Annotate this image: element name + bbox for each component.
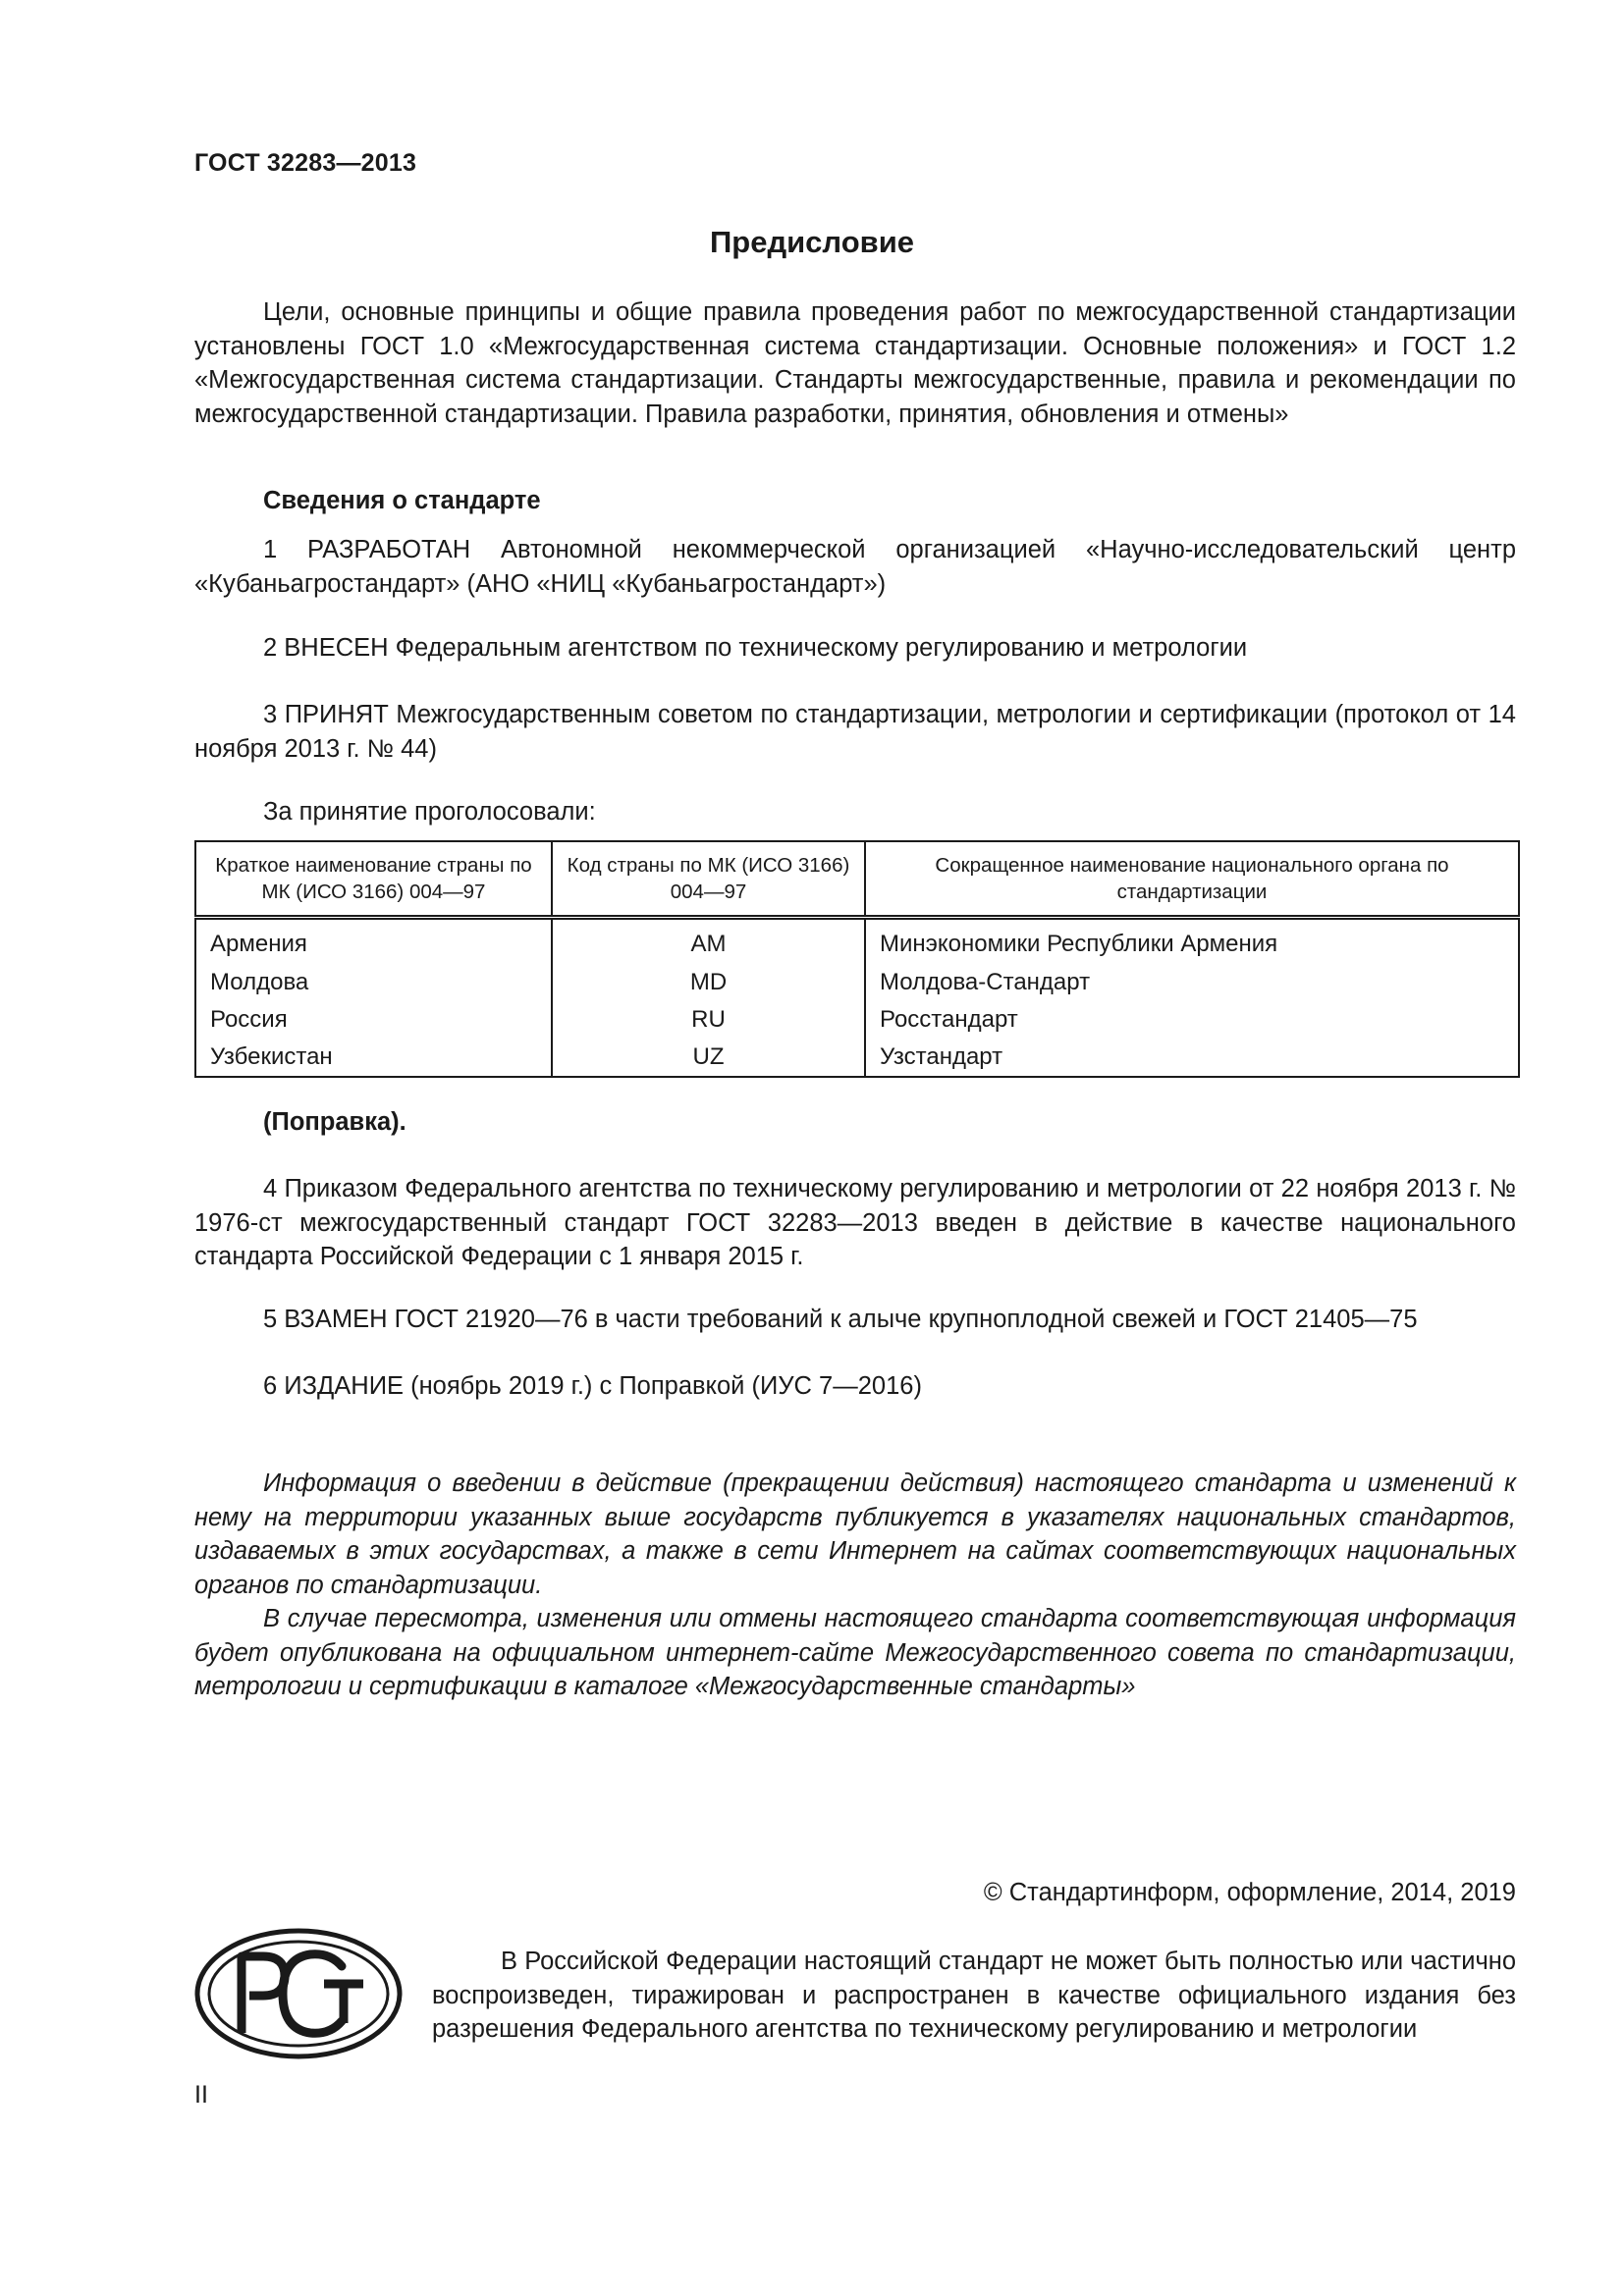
- table-cell-body: Росстандарт: [865, 1001, 1519, 1039]
- rights-text: В Российской Федерации настоящий стандарт не может быть полностью или частично воспроизведен, тиражирован и распространен в качестве официального издания без разрешения Федерального агентства по техническому регулированию и метрологии: [432, 1948, 1516, 2043]
- item-6: [194, 1369, 1516, 1404]
- table-cell-country: Молдова: [195, 963, 552, 1000]
- document-header: ГОСТ 32283—2013: [194, 149, 417, 177]
- table-cell-code: AM: [552, 918, 865, 964]
- item-1-text: 1 РАЗРАБОТАН Автономной некоммерческой организацией «Научно-исследовательский центр «Кубаньагростандарт» (АНО «НИЦ «Кубаньагростандарт»): [194, 536, 1516, 598]
- item-5-text: 5 ВЗАМЕН ГОСТ 21920—76 в части требований к алыче крупноплодной свежей и ГОСТ 21405—75: [263, 1306, 1418, 1333]
- item-4-text: 4 Приказом Федерального агентства по техническому регулированию и метрологии от 22 ноября 2013 г. № 1976-ст межгосударственный стандарт ГОСТ 32283—2013 введен в действие в качестве национального стандарта Российской Федерации с 1 января 2015 г.: [194, 1175, 1516, 1270]
- intro-paragraph: [194, 295, 1516, 431]
- voting-table: [194, 840, 1520, 1078]
- info-paragraph-1: [194, 1467, 1516, 1602]
- item-3-text: 3 ПРИНЯТ Межгосударственным советом по стандартизации, метрологии и сертификации (протокол от 14 ноября 2013 г. № 44): [194, 701, 1516, 763]
- rst-logo-icon: [194, 1927, 403, 2060]
- table-cell-country: Армения: [195, 918, 552, 964]
- info-heading: [194, 484, 1516, 518]
- table-header-code: Код страны по МК (ИСО 3166) 004—97: [552, 841, 865, 918]
- item-1: [194, 533, 1516, 601]
- rights-notice: [432, 1945, 1516, 2047]
- item-6-text: 6 ИЗДАНИЕ (ноябрь 2019 г.) с Поправкой (ИУС 7—2016): [263, 1372, 922, 1400]
- item-5: [194, 1303, 1516, 1337]
- table-cell-body: Молдова-Стандарт: [865, 963, 1519, 1000]
- table-row: [195, 963, 1519, 1000]
- voted-text: За принятие проголосовали:: [263, 798, 596, 826]
- item-2-text: 2 ВНЕСЕН Федеральным агентством по техническому регулированию и метрологии: [263, 634, 1248, 662]
- table-cell-code: UZ: [552, 1039, 865, 1077]
- table-row: [195, 918, 1519, 964]
- amendment-note: [194, 1105, 1516, 1140]
- amendment-text: (Поправка).: [263, 1108, 406, 1136]
- copyright-line: © Стандартинформ, оформление, 2014, 2019: [983, 1879, 1516, 1906]
- voted-label: [194, 795, 1516, 829]
- table-header-body: Сокращенное наименование национального органа по стандартизации: [865, 841, 1519, 918]
- table-cell-body: Минэкономики Республики Армения: [865, 918, 1519, 964]
- info-2-text: В случае пересмотра, изменения или отмены настоящего стандарта соответствующая информация будет опубликована на официальном интернет-сайте Межгосударственного совета по стандартизации, метрологии и сертификации в каталоге «Межгосударственные стандарты»: [194, 1605, 1516, 1700]
- intro-text: Цели, основные принципы и общие правила проведения работ по межгосударственной стандартизации установлены ГОСТ 1.0 «Межгосударственная система стандартизации. Основные положения» и ГОСТ 1.2 «Межгосударственная система стандартизации. Стандарты межгосударственные, правила и рекомендации по межгосударственной стандартизации. Правила разработки, принятия, обновления и отмены»: [194, 298, 1516, 428]
- page-number: II: [194, 2081, 208, 2109]
- item-4: [194, 1172, 1516, 1274]
- rst-logo: [194, 1927, 403, 2060]
- table-cell-body: Узстандарт: [865, 1039, 1519, 1077]
- table-header-country: Краткое наименование страны по МК (ИСО 3166) 004—97: [195, 841, 552, 918]
- item-3: [194, 698, 1516, 766]
- page-title: Предисловие: [709, 225, 914, 259]
- table-cell-country: Узбекистан: [195, 1039, 552, 1077]
- item-2: [194, 631, 1516, 666]
- info-paragraph-2: [194, 1602, 1516, 1704]
- table-row: [195, 1001, 1519, 1039]
- table-header-row: [195, 841, 1519, 918]
- info-1-text: Информация о введении в действие (прекращении действия) настоящего стандарта и изменений к нему на территории указанных выше государств публикуется в указателях национальных стандартов, издаваемых в этих государствах, а также в сети Интернет на сайтах соответствующих национальных органов по стандартизации.: [194, 1469, 1516, 1599]
- table-cell-code: MD: [552, 963, 865, 1000]
- table-row: [195, 1039, 1519, 1077]
- table-cell-code: RU: [552, 1001, 865, 1039]
- table-cell-country: Россия: [195, 1001, 552, 1039]
- info-heading-text: Сведения о стандарте: [263, 487, 541, 514]
